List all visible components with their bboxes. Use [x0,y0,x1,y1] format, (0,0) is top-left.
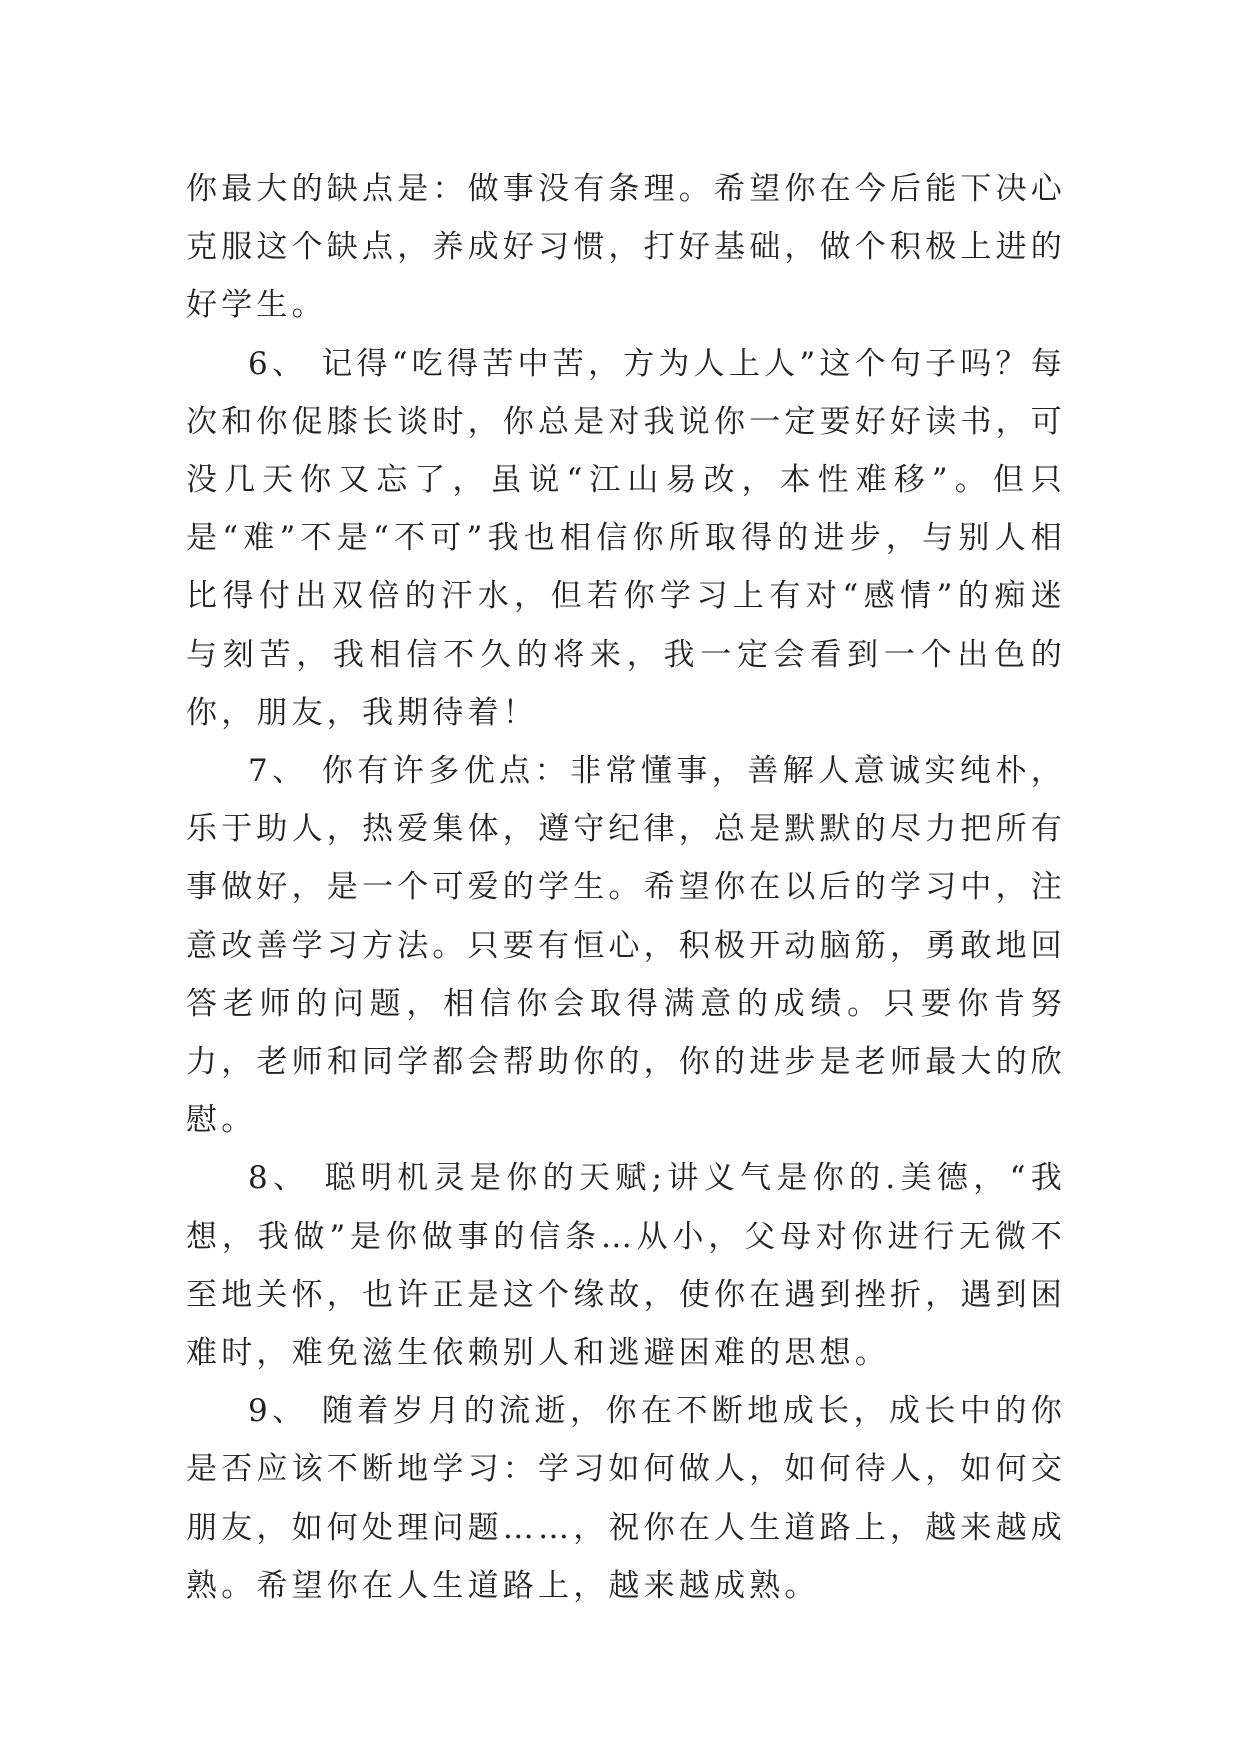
paragraph-item-7: 7、 你有许多优点：非常懂事，善解人意诚实纯朴，乐于助人，热爱集体，遵守纪律，总是默默的尽力把所有事做好，是一个可爱的学生。希望你在以后的学习中，注意改善学习方法。只要有恒心，积极开动脑筋，勇敢地回答老师的问题，相信你会取得满意的成绩。只要你肯努力，老师和同学都会帮助你的，你的进步是老师最大的欣慰。 [186,753,1066,1139]
document-body [186,160,1066,1615]
paragraph-continuation: 你最大的缺点是：做事没有条理。希望你在今后能下决心克服这个缺点，养成好习惯，打好基础，做个积极上进的好学生。 [186,171,1066,324]
paragraph-item-9: 9、 随着岁月的流逝，你在不断地成长，成长中的你是否应该不断地学习：学习如何做人，如何待人，如何交朋友，如何处理问题……，祝你在人生道路上，越来越成熟。希望你在人生道路上，越来越成熟。 [186,1393,1066,1604]
paragraph-item-8: 8、 聪明机灵是你的天赋;讲义气是你的.美德，“我想，我做”是你做事的信条…从小，父母对你进行无微不至地关怀，也许正是这个缘故，使你在遇到挫折，遇到困难时，难免滋生依赖别人和逃避困难的思想。 [186,1160,1066,1372]
paragraph-item-6: 6、 记得“吃得苦中苦，方为人上人”这个句子吗？每次和你促膝长谈时，你总是对我说你一定要好好读书，可没几天你又忘了，虽说“江山易改，本性难移”。但只是“难”不是“不可”我也相信你所取得的进步，与别人相比得付出双倍的汗水，但若你学习上有对“感情”的痴迷与刻苦，我相信不久的将来，我一定会看到一个出色的你，朋友，我期待着！ [186,345,1066,731]
